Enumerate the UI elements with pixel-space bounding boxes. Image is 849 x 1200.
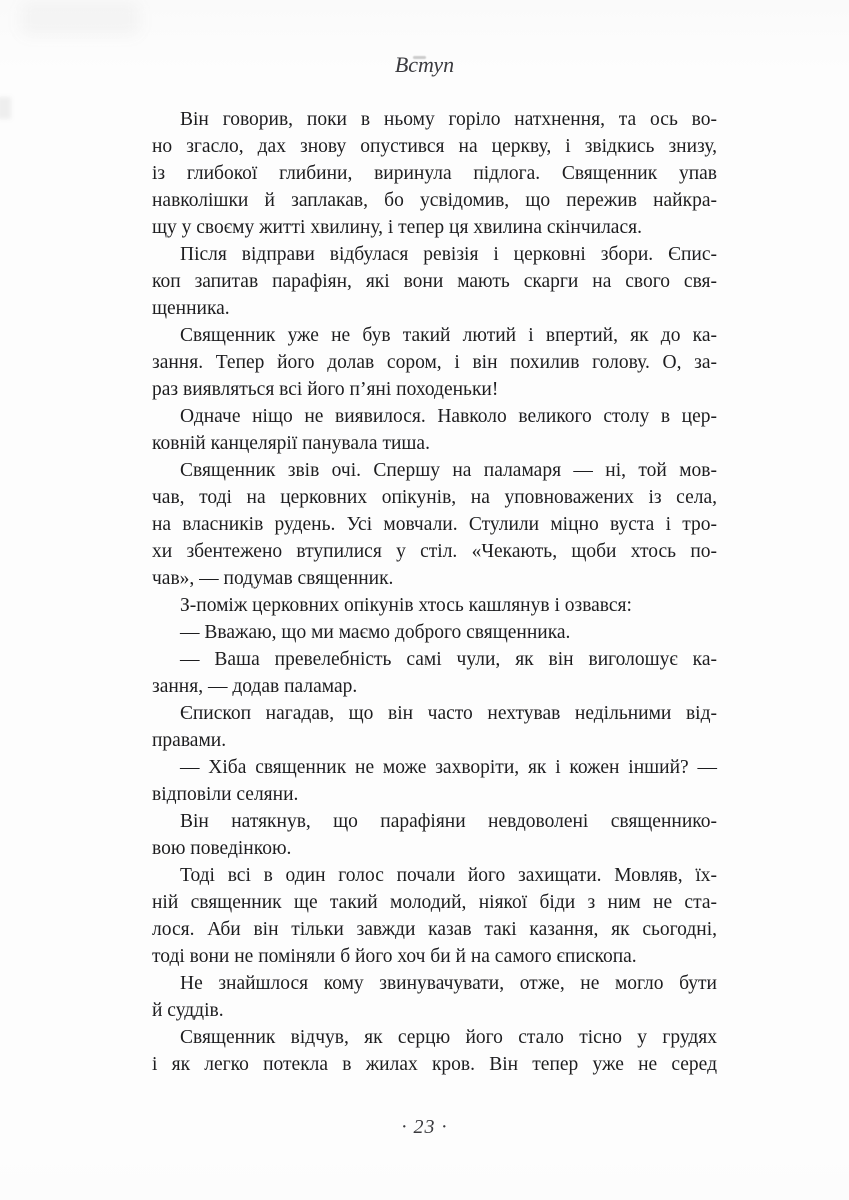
text-line: навколішки й заплакав, бо усвідомив, що пережив найкра- <box>152 190 717 211</box>
text-line: вою поведінкою. <box>152 838 292 859</box>
text-line: Священник уже не був такий лютий і впертий, як до ка- <box>180 325 717 346</box>
paragraph <box>152 619 717 646</box>
paragraph <box>152 457 717 592</box>
paragraph <box>152 970 717 1024</box>
scan-smudge <box>20 2 140 36</box>
text-line: щенника. <box>152 298 230 319</box>
paragraph <box>152 1024 717 1078</box>
text-line: раз виявляться всі його п’яні походеньки! <box>152 379 499 400</box>
scan-smudge <box>0 97 11 119</box>
paragraph <box>152 241 717 322</box>
text-line: но згасло, дах знову опустився на церкву, і звідкись знизу, <box>152 136 717 157</box>
text-line: Не знайшлося кому звинувачувати, отже, не могло бути <box>180 973 717 994</box>
text-line: хи збентежено втупилися у стіл. «Чекають, щоби хтось по- <box>152 541 717 562</box>
text-line: Він натякнув, що парафіяни невдоволені священнико- <box>180 811 717 832</box>
paragraph <box>152 808 717 862</box>
text-line: на власників рудень. Усі мовчали. Стулили міцно вуста і тро- <box>152 514 717 535</box>
paragraph <box>152 862 717 970</box>
text-line: правами. <box>152 730 227 751</box>
text-line: Одначе ніщо не виявилося. Навколо великого столу в цер- <box>180 406 717 427</box>
text-line: зання, — додав паламар. <box>152 676 358 697</box>
text-line: Після відправи відбулася ревізія і церковні збори. Єпис- <box>180 244 717 265</box>
paragraph <box>152 646 717 700</box>
text-line: Єпископ нагадав, що він часто нехтував недільними від- <box>180 703 717 724</box>
paragraph <box>152 106 717 241</box>
text-line: коп запитав парафіян, які вони мають скарги на свого свя- <box>152 271 717 292</box>
text-line: і як легко потекла в жилах кров. Він тепер уже не серед <box>152 1054 717 1075</box>
paragraph <box>152 403 717 457</box>
text-line: зання. Тепер його долав сором, і він похилив голову. О, за- <box>152 352 717 373</box>
text-line: — Ваша превелебність самі чули, як він виголошує ка- <box>180 649 717 670</box>
text-line: Тоді всі в один голос почали його захищати. Мовляв, їх- <box>180 865 717 886</box>
page-number: · 23 · <box>401 1116 448 1138</box>
text-line: — Хіба священник не може захворіти, як і кожен інший? — <box>180 757 717 778</box>
text-line: — Вважаю, що ми маємо доброго священника. <box>180 622 571 643</box>
text-line: тоді вони не поміняли б його хоч би й на самого єпископа. <box>152 946 637 967</box>
paragraph <box>152 700 717 754</box>
text-line: З-поміж церковних опікунів хтось кашлянув і озвався: <box>180 595 632 616</box>
running-header: Вступ <box>394 52 455 77</box>
paragraph <box>152 322 717 403</box>
text-line: Він говорив, поки в ньому горіло натхнення, та ось во- <box>180 109 717 130</box>
text-block <box>152 106 717 1078</box>
text-line: лося. Аби він тільки завжди казав такі казання, як сьогодні, <box>152 919 717 940</box>
paragraph <box>152 754 717 808</box>
text-line: чав», — подумав священник. <box>152 568 394 589</box>
text-line: щу у своєму житті хвилину, і тепер ця хвилина скінчилася. <box>152 217 642 238</box>
text-line: Священник звів очі. Спершу на паламаря — ні, той мов- <box>180 460 717 481</box>
text-line: ковній канцелярії панувала тиша. <box>152 433 430 454</box>
text-line: й суддів. <box>152 1000 224 1021</box>
text-line: відповіли селяни. <box>152 784 299 805</box>
text-line: Священник відчув, як серцю його стало тісно у грудях <box>180 1027 717 1048</box>
text-line: чав, тоді на церковних опікунів, на уповноважених із села, <box>152 487 717 508</box>
paragraph <box>152 592 717 619</box>
text-line: із глибокої глибини, виринула підлога. Священник упав <box>152 163 717 184</box>
text-line: ній священник ще такий молодий, ніякої біди з ним не ста- <box>152 892 717 913</box>
